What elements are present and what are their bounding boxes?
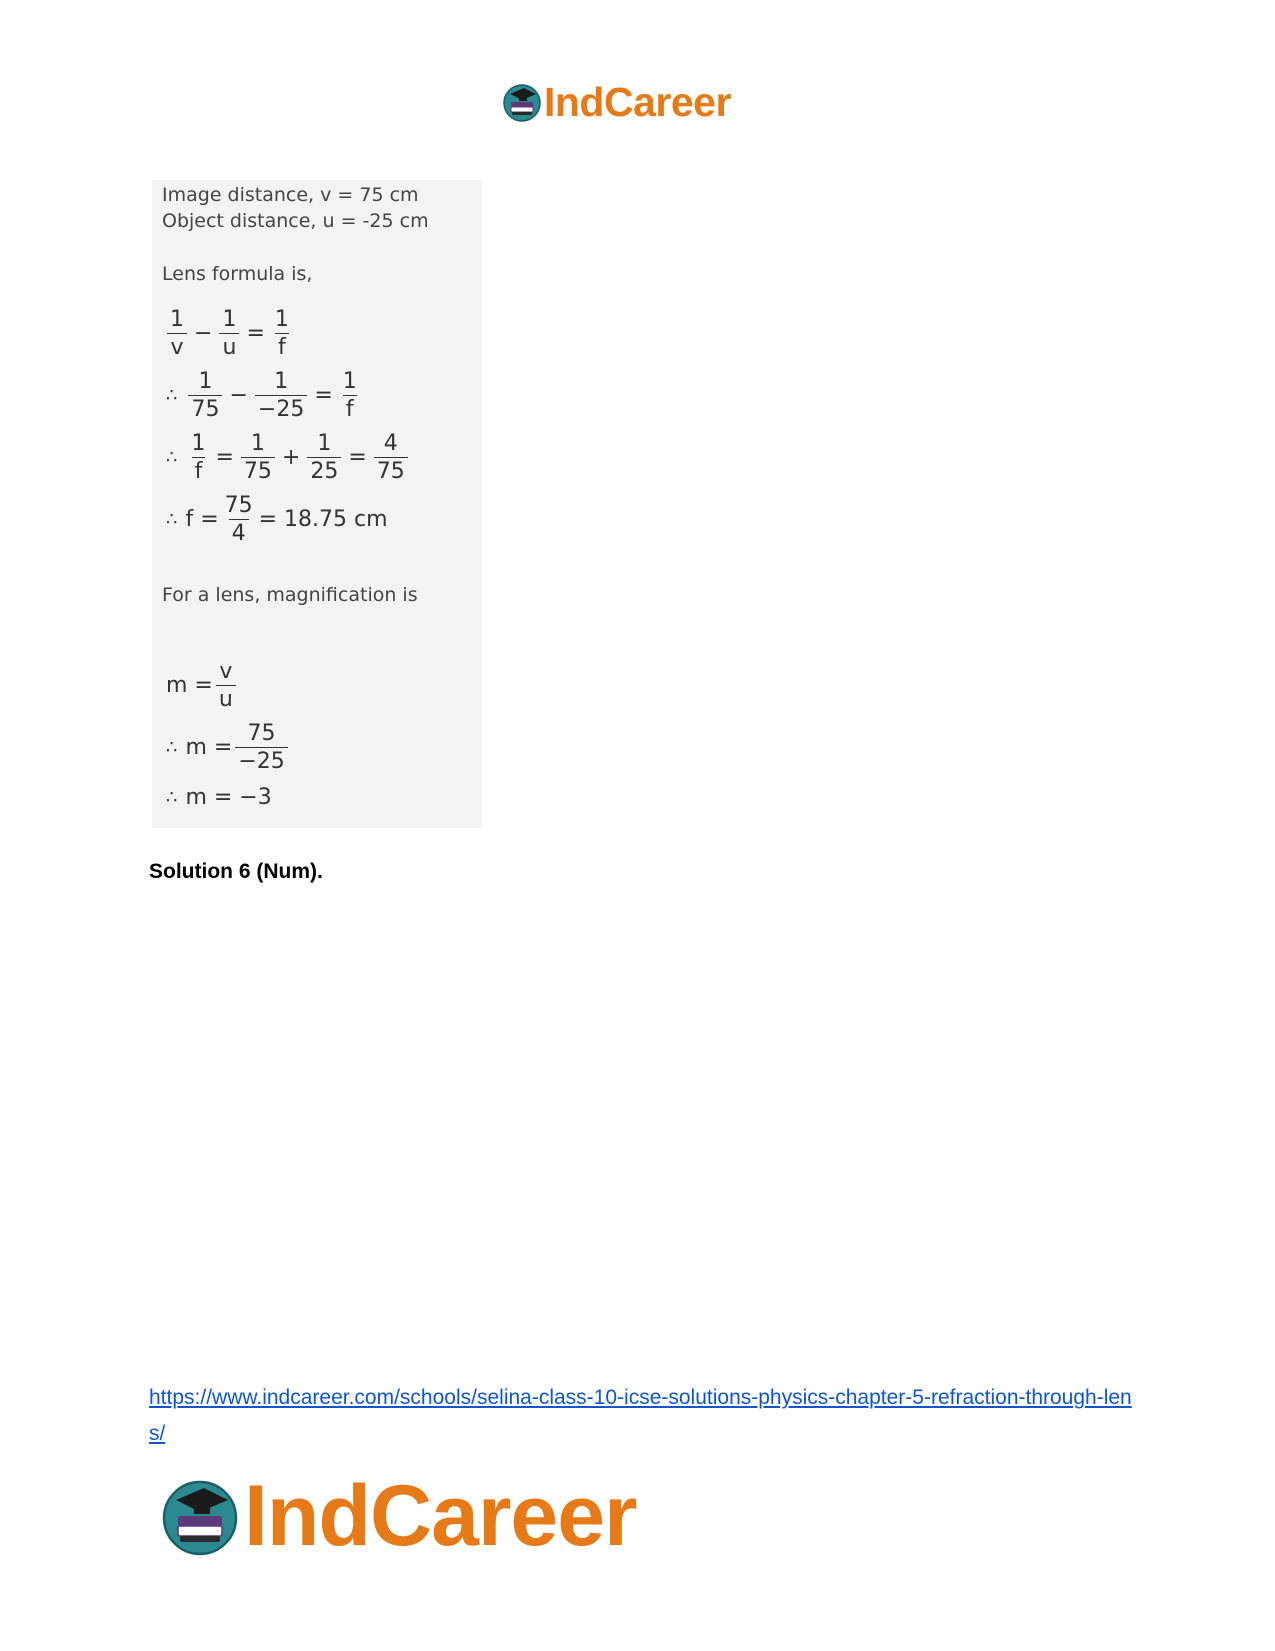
denominator: f (192, 457, 206, 483)
denominator: 25 (307, 457, 341, 483)
fraction (222, 494, 256, 545)
fraction (235, 722, 287, 773)
focal-length-result (166, 494, 388, 545)
rhs: = 18.75 cm (258, 507, 388, 533)
fraction (272, 308, 292, 359)
denominator: −25 (255, 395, 307, 421)
operator: + (281, 445, 301, 471)
magnification-formula (166, 660, 239, 711)
numerator: 1 (191, 431, 206, 456)
denominator: 75 (241, 457, 275, 483)
therefore-symbol: ∴ (166, 447, 178, 469)
solution-box (152, 180, 482, 828)
numerator: 1 (317, 431, 332, 456)
operator: = (348, 445, 367, 471)
denominator: f (275, 333, 289, 359)
denominator: 4 (229, 519, 249, 545)
lens-formula-intro: Lens formula is, (162, 263, 313, 285)
fraction (167, 308, 187, 359)
denominator: u (216, 685, 236, 711)
source-link[interactable]: https://www.indcareer.com/schools/selina-class-10-icse-solutions-physics-chapter-5-refraction-through-lens/ (149, 1386, 1132, 1445)
operator: = (314, 383, 333, 409)
magnification-intro: For a lens, magnification is (162, 584, 418, 606)
denominator: 75 (374, 457, 408, 483)
fraction (255, 370, 307, 421)
numerator: 1 (222, 307, 237, 332)
therefore-symbol: ∴ (166, 385, 178, 407)
operator: = (246, 321, 265, 347)
magnification-result (166, 785, 272, 810)
fraction (216, 660, 236, 711)
fraction (340, 370, 360, 421)
object-distance-text: Object distance, u = -25 cm (162, 210, 429, 232)
numerator: v (219, 659, 233, 684)
therefore-symbol: ∴ (166, 737, 178, 759)
numerator: 4 (383, 431, 398, 456)
lhs: f = (185, 507, 219, 533)
numerator: 1 (250, 431, 265, 456)
fraction (307, 432, 341, 483)
result-text: m = −3 (185, 785, 272, 810)
brand-name: IndCareer (544, 78, 731, 125)
solution-heading: Solution 6 (Num). (149, 860, 323, 883)
brand-name: IndCareer (244, 1468, 637, 1564)
numerator: 1 (198, 369, 213, 394)
numerator: 75 (224, 493, 253, 518)
fraction (188, 370, 222, 421)
footer-logo (160, 1468, 637, 1564)
graduation-cap-books-icon (502, 82, 542, 122)
sum-equation (166, 432, 411, 483)
image-distance-text: Image distance, v = 75 cm (162, 184, 419, 206)
fraction (241, 432, 275, 483)
header-logo (502, 80, 731, 124)
denominator: f (343, 395, 357, 421)
operator: = (215, 445, 234, 471)
fraction (188, 432, 208, 483)
therefore-symbol: ∴ (166, 787, 178, 808)
graduation-cap-books-icon (160, 1476, 240, 1556)
numerator: 1 (274, 369, 289, 394)
numerator: 1 (342, 369, 357, 394)
substitution-equation (166, 370, 363, 421)
operator: − (194, 321, 213, 347)
magnification-substitution (166, 722, 291, 773)
numerator: 75 (247, 721, 276, 746)
operator: − (229, 383, 248, 409)
fraction (219, 308, 239, 359)
denominator: v (167, 333, 186, 359)
lhs: m = (166, 673, 213, 699)
lens-formula-equation (164, 308, 295, 359)
denominator: −25 (235, 747, 287, 773)
denominator: 75 (188, 395, 222, 421)
denominator: u (219, 333, 239, 359)
fraction (374, 432, 408, 483)
therefore-symbol: ∴ (166, 509, 178, 531)
lhs: m = (185, 735, 233, 761)
numerator: 1 (170, 307, 184, 332)
numerator: 1 (274, 307, 289, 332)
